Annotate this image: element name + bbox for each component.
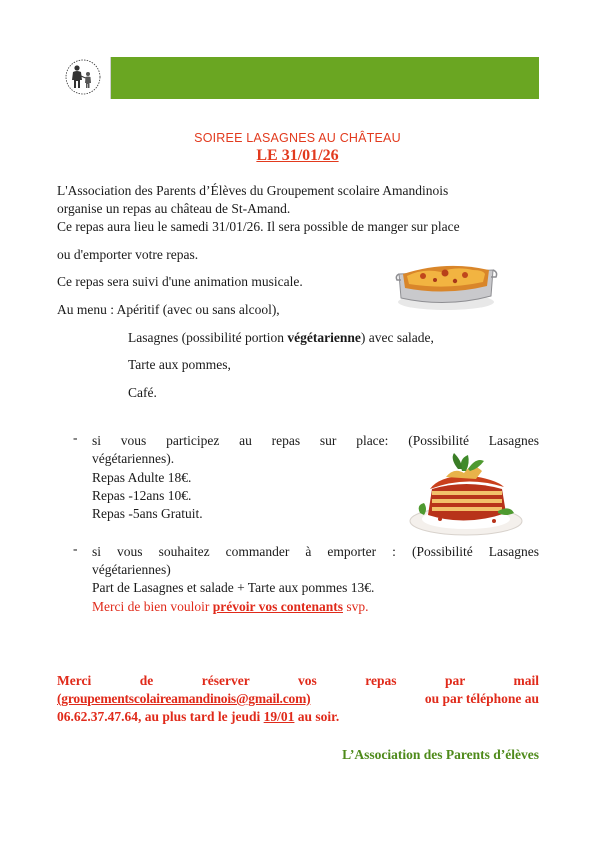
family-logo-icon <box>57 57 109 97</box>
option2-line-1: si vous souhaitez commander à emporter : (Possibilité Lasagnes <box>92 544 539 559</box>
option1-line-2: végétariennes). <box>92 451 175 466</box>
email-link[interactable]: (groupementscolaireamandinois@gmail.com) <box>57 691 311 706</box>
menu-vegetarian: végétarienne <box>287 330 361 345</box>
containers-note <box>92 598 368 616</box>
intro-line-2: organise un repas au château de St-Amand. <box>57 201 291 216</box>
takeaway-price: Part de Lasagnes et salade + Tarte aux pommes 13€. <box>92 580 375 595</box>
intro-line-1: L'Association des Parents d’Élèves du Groupement scolaire Amandinois <box>57 183 449 198</box>
containers-note-text: Merci de bien vouloir <box>92 599 213 614</box>
menu-lasagnes-text: Lasagnes (possibilité portion <box>128 330 288 345</box>
menu-lasagnes <box>128 329 434 347</box>
price-adult: Repas Adulte 18€. <box>92 470 192 485</box>
menu-tarte: Tarte aux pommes, <box>128 357 231 372</box>
reserve-phone-text: ou par téléphone au <box>424 691 539 706</box>
header-banner <box>57 57 539 99</box>
event-date: LE 31/01/26 <box>256 147 339 164</box>
menu-cafe: Café. <box>128 385 157 400</box>
containers-note-bold: prévoir vos contenants <box>212 599 343 614</box>
option2-line-2: végétariennes) <box>92 562 171 577</box>
reserve-line-2 <box>57 690 539 708</box>
price-under-5: Repas -5ans Gratuit. <box>92 506 203 521</box>
bullet-dash-2: - <box>73 541 78 556</box>
bullet-dash-1: - <box>73 430 78 445</box>
signature: L’Association des Parents d’élèves <box>342 747 539 762</box>
event-title: SOIREE LASAGNES AU CHÂTEAU <box>194 131 401 145</box>
deadline-end: au soir. <box>294 709 340 724</box>
containers-note-end: svp. <box>342 599 369 614</box>
reserve-line-3 <box>57 708 339 726</box>
option1-line-1: si vous participez au repas sur place: (Possibilité Lasagnes <box>92 433 539 448</box>
lasagna-dish-image <box>393 252 499 312</box>
intro-line-3: Ce repas aura lieu le samedi 31/01/26. Il sera possible de manger sur place <box>57 219 460 234</box>
price-under-12: Repas -12ans 10€. <box>92 488 192 503</box>
deadline-date: 19/01 <box>263 709 295 724</box>
intro-line-4: ou d'emporter votre repas. <box>57 247 199 262</box>
menu-lasagnes-end: ) avec salade, <box>360 330 434 345</box>
phone-deadline-text: 06.62.37.47.64, au plus tard le jeudi <box>57 709 264 724</box>
lasagna-plate-image <box>406 449 526 537</box>
reserve-line-1: Merci de réserver vos repas par mail <box>57 673 539 688</box>
intro-line-5: Ce repas sera suivi d'une animation musicale. <box>57 274 303 289</box>
association-logo <box>57 57 111 99</box>
menu-aperitif: Au menu : Apéritif (avec ou sans alcool), <box>57 302 280 317</box>
